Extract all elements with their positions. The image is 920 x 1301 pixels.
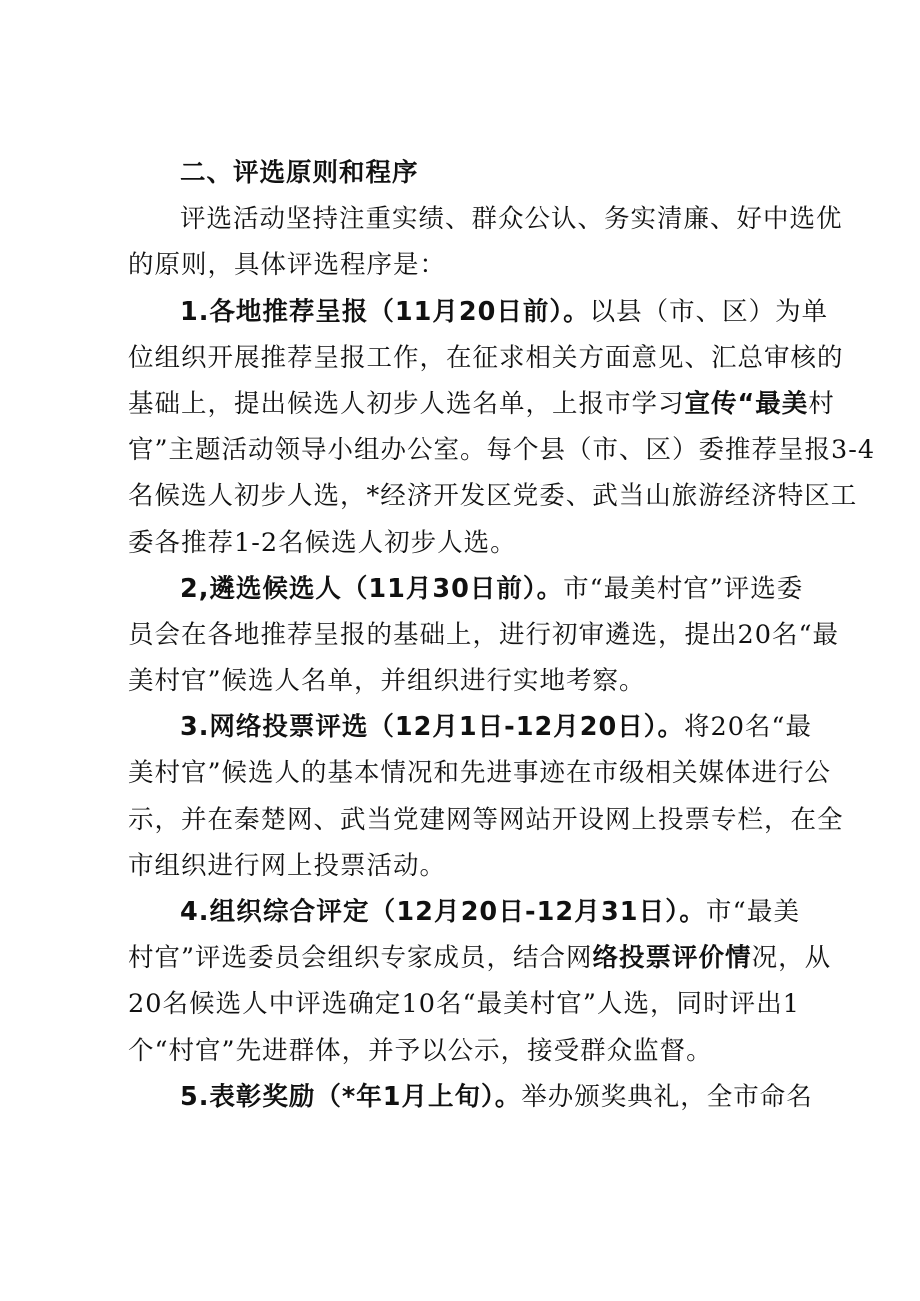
step4-text: 村官”评选委员会组织专家成员，结合网 bbox=[128, 943, 593, 974]
step4-title: 4.组织综合评定（12月20日-12月31日）。 bbox=[180, 897, 706, 927]
step3-text: 将20名“最 bbox=[683, 712, 812, 743]
step3-line-1 bbox=[128, 704, 812, 750]
step1-title: 1.各地推荐呈报（11月20日前）。 bbox=[180, 296, 590, 327]
step4-line-3: 20名候选人中评选确定10名“最美村官”人选，同时评出1 bbox=[128, 989, 800, 1020]
step2-title: 2,遴选候选人（11月30日前）。 bbox=[180, 573, 564, 604]
step1-bold-text: 宣传“最美 bbox=[684, 388, 809, 419]
step1-line-4: 官”主题活动领导小组办公室。每个县（市、区）委推荐呈报3-4 bbox=[128, 435, 876, 466]
step4-line-2 bbox=[128, 935, 832, 981]
step3-title: 3.网络投票评选（12月1日-12月20日）。 bbox=[180, 712, 684, 743]
step1-line-6: 委各推荐1-2名候选人初步人选。 bbox=[128, 527, 517, 558]
step1-text: 村 bbox=[808, 388, 835, 419]
step1-line-2: 位组织开展推荐呈报工作，在征求相关方面意见、汇总审核的 bbox=[128, 342, 844, 373]
step4-line-1 bbox=[128, 889, 800, 935]
step5-title: 5.表彰奖励（*年1月上旬）。 bbox=[180, 1081, 522, 1112]
step4-text: 市“最美 bbox=[705, 897, 800, 927]
step2-line-1 bbox=[128, 566, 804, 612]
step1-line-1 bbox=[128, 289, 829, 335]
step1-line-5: 名候选人初步人选，*经济开发区党委、武当山旅游经济特区工 bbox=[128, 481, 858, 512]
step1-line-3 bbox=[128, 381, 835, 427]
intro-line-1: 评选活动坚持注重实绩、群众公认、务实清廉、好中选优 bbox=[180, 204, 843, 235]
step1-text: 基础上，提出候选人初步人选名单，上报市学习 bbox=[128, 388, 685, 419]
step3-line-3: 示，并在秦楚网、武当党建网等网站开设网上投票专栏，在全 bbox=[128, 804, 844, 835]
step3-line-4: 市组织进行网上投票活动。 bbox=[128, 850, 447, 881]
section-heading: 二、评选原则和程序 bbox=[180, 158, 419, 188]
intro-line-2: 的原则，具体评选程序是： bbox=[128, 250, 447, 281]
step1-text: 以县（市、区）为单 bbox=[589, 296, 829, 327]
step2-line-2: 员会在各地推荐呈报的基础上，进行初审遴选，提出20名“最 bbox=[128, 619, 839, 650]
document-page bbox=[128, 150, 876, 1120]
step5-text: 举办颁奖典礼，全市命名 bbox=[521, 1081, 813, 1112]
step4-text: 况，从 bbox=[751, 943, 832, 974]
step4-bold-text: 络投票评价情 bbox=[592, 943, 752, 974]
step4-line-4: 个“村官”先进群体，并予以公示，接受群众监督。 bbox=[128, 1035, 713, 1066]
step3-line-2: 美村官”候选人的基本情况和先进事迹在市级相关媒体进行公 bbox=[128, 758, 832, 789]
step2-line-3: 美村官”候选人名单，并组织进行实地考察。 bbox=[128, 666, 646, 697]
step5-line-1 bbox=[128, 1074, 813, 1120]
step2-text: 市“最美村官”评选委 bbox=[563, 573, 804, 604]
